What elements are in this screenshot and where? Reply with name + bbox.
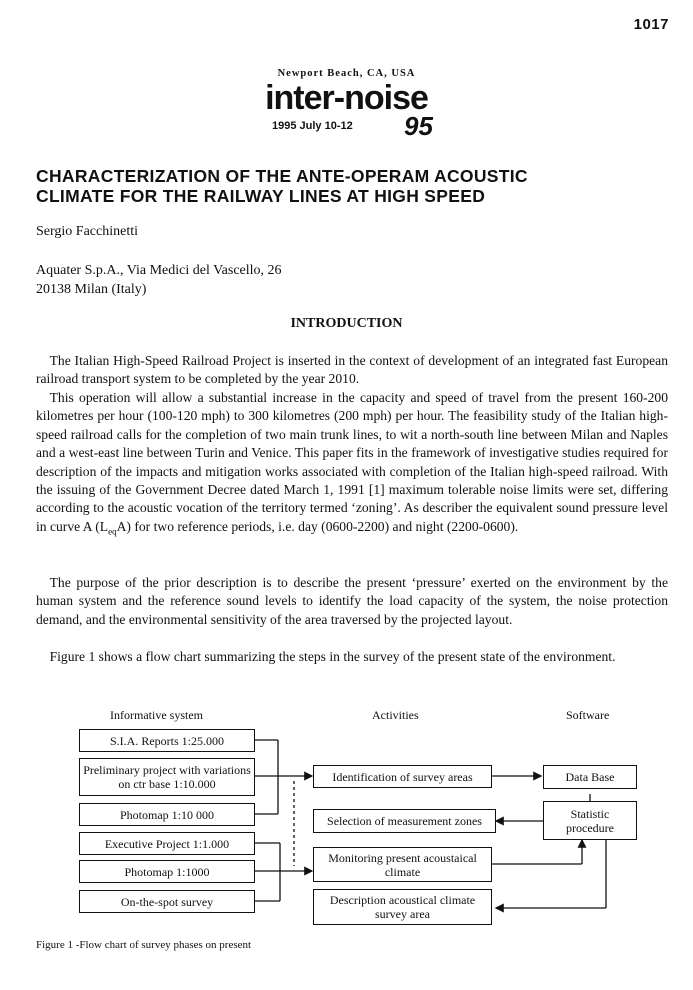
figure-caption: Figure 1 -Flow chart of survey phases on present: [36, 939, 252, 951]
info-box-photomap-10000: Photomap 1:10 000: [79, 803, 255, 826]
paragraph-1-text: The Italian High-Speed Railroad Project is inserted in the context of development of an integrated fast European railroad transport system to be completed by the year 2010.: [36, 353, 668, 387]
column-title-software: Software: [566, 708, 610, 722]
author-name: Sergio Facchinetti: [36, 224, 138, 239]
paper-title-line-2: CLIMATE FOR THE RAILWAY LINES AT HIGH SPEED: [36, 186, 486, 206]
paragraph-4-text: Figure 1 shows a flow chart summarizing the steps in the survey of the present state of the environment.: [49, 649, 616, 664]
activity-box-selection: Selection of measurement zones: [313, 809, 496, 833]
column-title-informative: Informative system: [110, 708, 203, 722]
info-box-on-the-spot-survey: On-the-spot survey: [79, 890, 255, 913]
conference-year: 95: [404, 111, 433, 141]
affiliation-line-2: 20138 Milan (Italy): [36, 282, 147, 297]
software-box-statistic-procedure: Statistic procedure: [543, 801, 637, 840]
info-box-photomap-1000: Photomap 1:1000: [79, 860, 255, 883]
page-number: 1017: [633, 16, 669, 33]
conference-location: Newport Beach, CA, USA: [277, 68, 416, 79]
info-box-preliminary-project: Preliminary project with variations on ctr base 1:10.000: [79, 758, 255, 796]
activity-box-monitoring: Monitoring present acoustaical climate: [313, 847, 492, 882]
paragraph-3-text: The purpose of the prior description is to describe the present ‘pressure’ exerted on the environment by the human system and the reference sound levels to identify the load capacity of the system, the noise protection demand, and the environmental sensitivity of the area traversed by the projected layout.: [36, 575, 668, 627]
info-box-executive-project: Executive Project 1:1.000: [79, 832, 255, 855]
conference-logo: inter-noise: [265, 79, 428, 117]
software-box-data-base: Data Base: [543, 765, 637, 789]
info-box-sia-reports: S.I.A. Reports 1:25.000: [79, 729, 255, 752]
conference-date: 1995 July 10-12: [272, 120, 353, 132]
paper-title-line-1: CHARACTERIZATION OF THE ANTE-OPERAM ACOUSTIC: [36, 166, 528, 186]
affiliation-line-1: Aquater S.p.A., Via Medici del Vascello, 26: [36, 263, 282, 278]
section-heading: INTRODUCTION: [290, 316, 403, 331]
activity-box-identification: Identification of survey areas: [313, 765, 492, 788]
activity-box-description: Description acoustical climate survey area: [313, 889, 492, 925]
paragraph-2-text-b: A) for two reference periods, i.e. day (0600-2200) and night (2200-0600).: [116, 518, 519, 534]
column-title-activities: Activities: [372, 708, 419, 722]
paragraph-2-text-a: This operation will allow a substantial increase in the capacity and speed of travel from the present 160-200 kilometres per hour (100-120 mph) to 300 kilometres (200 mph) per hour. The feasibility study of the Italian high-speed railroad calls for the completion of two main trunk lines, to wit a north-south line between Milan and Naples and a west-east line between Turin and Venice. This paper fits in the framework of investigative studies required for description of the impacts and mitigation works associated with completion of the Italian high-speed railroad. With the issuing of the Government Decree dated March 1, 1991 [1] maximum tolerable noise limits were set, differing according to the acoustic vocation of the territory termed ‘zoning’. As describer the equivalent sound pressure level in curve A (L: [36, 390, 668, 534]
paragraph-2-subscript: eq: [108, 526, 117, 537]
